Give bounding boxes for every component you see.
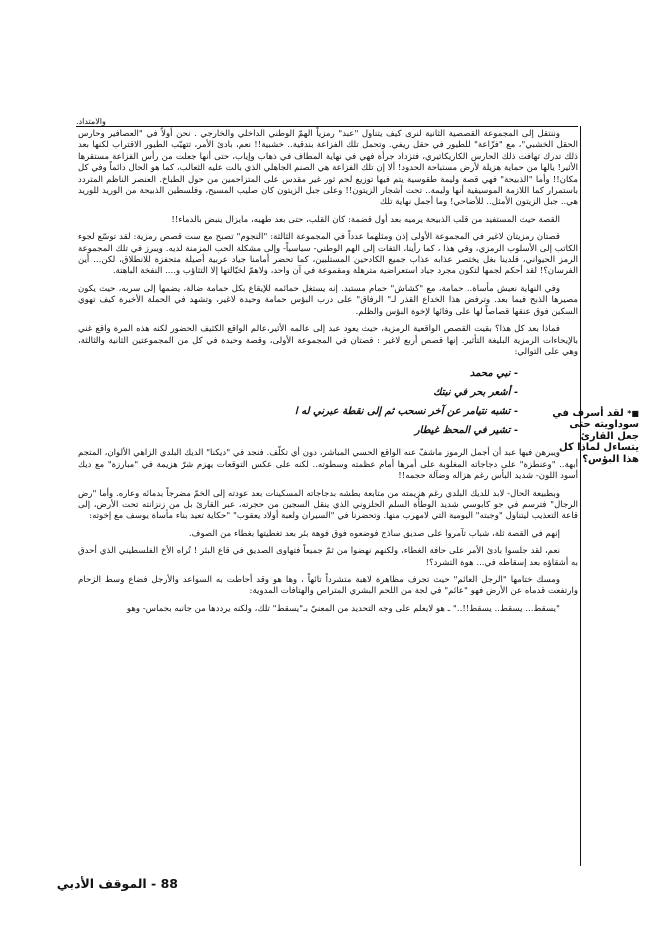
top-line-text: والامتداد. (76, 117, 106, 126)
paragraph: قصتان رمزيتان لاغير في المجموعة الأولى إذن ومثلهما عدداً في المجموعة الثالثة: "النجوم" تصبح مع ست قصص رمزية: لقد توسّع لجوء الكاتب إلى الأسلوب الرمزي، وفي هذا ، كما رأينا، التفات إلى الهم الوطني- سياسياً- وإلى مشكلة الحب المزمنة لديه. ويبرز في تلك المجموعة الرمز الحيواني، فلدينا بغل يختصر عذابه عذاب جميع الكادحين المستلبين، كما تحضر أمامنا جياد عربية أصيلة متحفزة للانطلاق، لكن... أين الفرسان؟! لقد أحكم لجمها لتكون مجرد جياد استعراضية مترهلة ومقموعة في آن واحد، ولاهمّ لخيّالتها إلا التثاؤب و.... النفخة الباهتة. (78, 232, 578, 277)
story-list-item: - تشير في المحظ غيطار (414, 425, 518, 437)
page-footer: 88 - الموقف الأدبي (56, 876, 178, 891)
pull-quote-text: لقد أسرف في سوداويته حتى جعل القارئ يتساءل لماذا كل هذا البؤس؟ (552, 408, 639, 465)
paragraph: "يسقط... يسقط.. يسقط!!.." ـ هو لايعلم على وجه التحديد من المعنيّ بـ"يسقط" تلك، ولكنه يرددها من جانبه بحماس- وهو (126, 603, 560, 614)
top-rule (76, 126, 578, 127)
paragraph: فماذا بعد كل هذا؟ بقيت القصص الواقعية الرمزية، حيث يعود عبد إلى عالمه الأثير،عالم الواقع الكثيف الحضور لكنه هذه المرة واقع غني بالإيحاءات الرمزية البليغة التأثير. إنها قصص أربع لاغير : قصتان في المجموعة الأولى، وقصة وحيدة في كل من المجموعتين الثانية والثالثة، وهي على التوالي: (78, 324, 578, 357)
paragraph: ويبرهن فيها عبد أن أجمل الرموز ماشفّ عنه الواقع الحسي المباشر، دون أي تكلّف. فنجد في "ديكنا" الديك البلدي الزاهي الألوان، المتجم أبهة.. "وعنطزة" على دجاجاته المغلوبة على أمرها أمام عظمته وسطوته.. لكنه على عكس التوقعات يهزم شرّ هزيمة في "مبارزة" مع ديك أسود اللون- شديد البأس رغم هزاله وضآلة حجمه!! (78, 448, 578, 482)
story-list-item: - تشبه نتيامر عن آخر نسحب ثم إلى نقطة عبرني له ا (294, 406, 518, 418)
story-list-item: - أشعر بحر في نبتك (433, 387, 518, 399)
paragraph: إنهم في القصة ثلة، شباب تآمروا على صديق ساذج فوضعوه فوق فوهة بئر بعد تغطيتها بغطاء من الصوف. (188, 528, 560, 539)
right-margin-rule (580, 126, 581, 866)
story-list (78, 364, 578, 440)
paragraph: وبطبيعة الحال- لابد للديك البلدي رغم هزيمته من متابعة بطشه بدجاجاته المسكينات بعد عودته إلى الخمّ مضرجاً بدمائه وعاره. وأما "رض الرجال" فترسم في جو كابوسي شديد الوطأة السلم الحلزوني الذي ينقل السجين من حجرته، عبر القارئ بل من زنزانته تحت الأرض، إلى قاعة التعذيب ليتناول "وجبته" اليومية التي لامهرب منها. وتحضرنا في "السيران ولعبة أولاد يعقوب" "حكاية تعيد بناء مأساة يوسف مع إخوته: (78, 488, 578, 522)
paragraph: القصة حيث المستفيد من قلب الذبيحة يرميه بعد أول قضمة: كان القلب، حتى بعد طهيه، مايزال ينبض بالدماء!! (171, 214, 560, 225)
pull-quote (552, 408, 639, 465)
bullet-marker-icon: ■* (627, 409, 639, 418)
story-list-item: - نبي محمد (469, 368, 518, 380)
article-body (78, 129, 578, 621)
paragraph: نعم، لقد جلسوا بادئ الأمر على حافة الغطاء، ولكنهم نهضوا من ثمّ جميعاً فتهاوى الصديق في قاع البئر ! تُراه الأخ الفلسطيني الذي أحدق به أشقاؤه بعد إسقاطه في... هوة التشرد؟! (78, 546, 578, 568)
paragraph: وفي النهاية نعيش مأساة.. حمامة، مع "كشاش" حمام مستبد. إنه يستغل حمائمه للإيقاع بكل حمامة ضالة، يضمها إلى سربه، حيث يكون مصيرها الذبح فيما بعد. وترفض هذا الخداع القذر لـ" الرفاق" على درب البؤس حمامة وحيدة لاغير، وتشهد في الحملة الأخيرة كيف تهوي السكين فوق عنقها قصاصاً لها على وفائها لإخوة البؤس والظلم. (78, 283, 578, 317)
paragraph: وننتقل إلى المجموعة القصصية الثانية لنرى كيف يتناول "عبد" رمزياً الهمّ الوطني الداخلي والخارجي . نحن أولاً في "العصافير وحارس الحقل الخشبي"، مع "فزّاعة" للطيور في حقل ريفي. وتحمل تلك الفزاعة بندقية.. خشبية!! نعم، بادئ الأمر، تتهيّب الطيور الاقتراب لكنها بعد ذلك تدرك تهافت ذلك الحارس الكاريكاتيري، فتزداد جرأة فهي في نهاية المطاف في ذهاب وإياب، حتى أنها جعلت من رأس الفزاعة مستقرها الأثير! يالها من حماية هزيلة لأرض مستباحة الحدود! ألا إن تلك الفزاعة هي الصنم الجاهلي الذي بالت عليه الثعالب، كما هو الحال دائماً وفي كل مكان!! وأما "الذبيحة" فهي قصة وليمة طقوسية يتم فيها توزيع لحم ثور غير مقدس على المتزاحمين من حول الطباخ. العنصر الناظم المتردد باستمرار كما اللازمة الموسيقية أنها وليمة.. تحت أشجار الزيتون!! وعلى جبل الزيتون كان صليب المسيح، وفلسطين الذبيحة من الوريد للوريد هي.. جبل الزيتون الأمثل.. للأضاحي! وما أجمل نهاية تلك (78, 129, 578, 208)
paragraph: ومسك ختامها "الرجل العائم" حيث تجرف مظاهرة لاهبة متشرداً تائهاً ، وها هو وقد أحاطت به السواعد والأرجل فضاع وسط الزحام وارتفعت قدماه عن الأرض فهو "عائم" في لجة من اللحم البشري المتراص والهتافات المدوية: (78, 574, 578, 597)
